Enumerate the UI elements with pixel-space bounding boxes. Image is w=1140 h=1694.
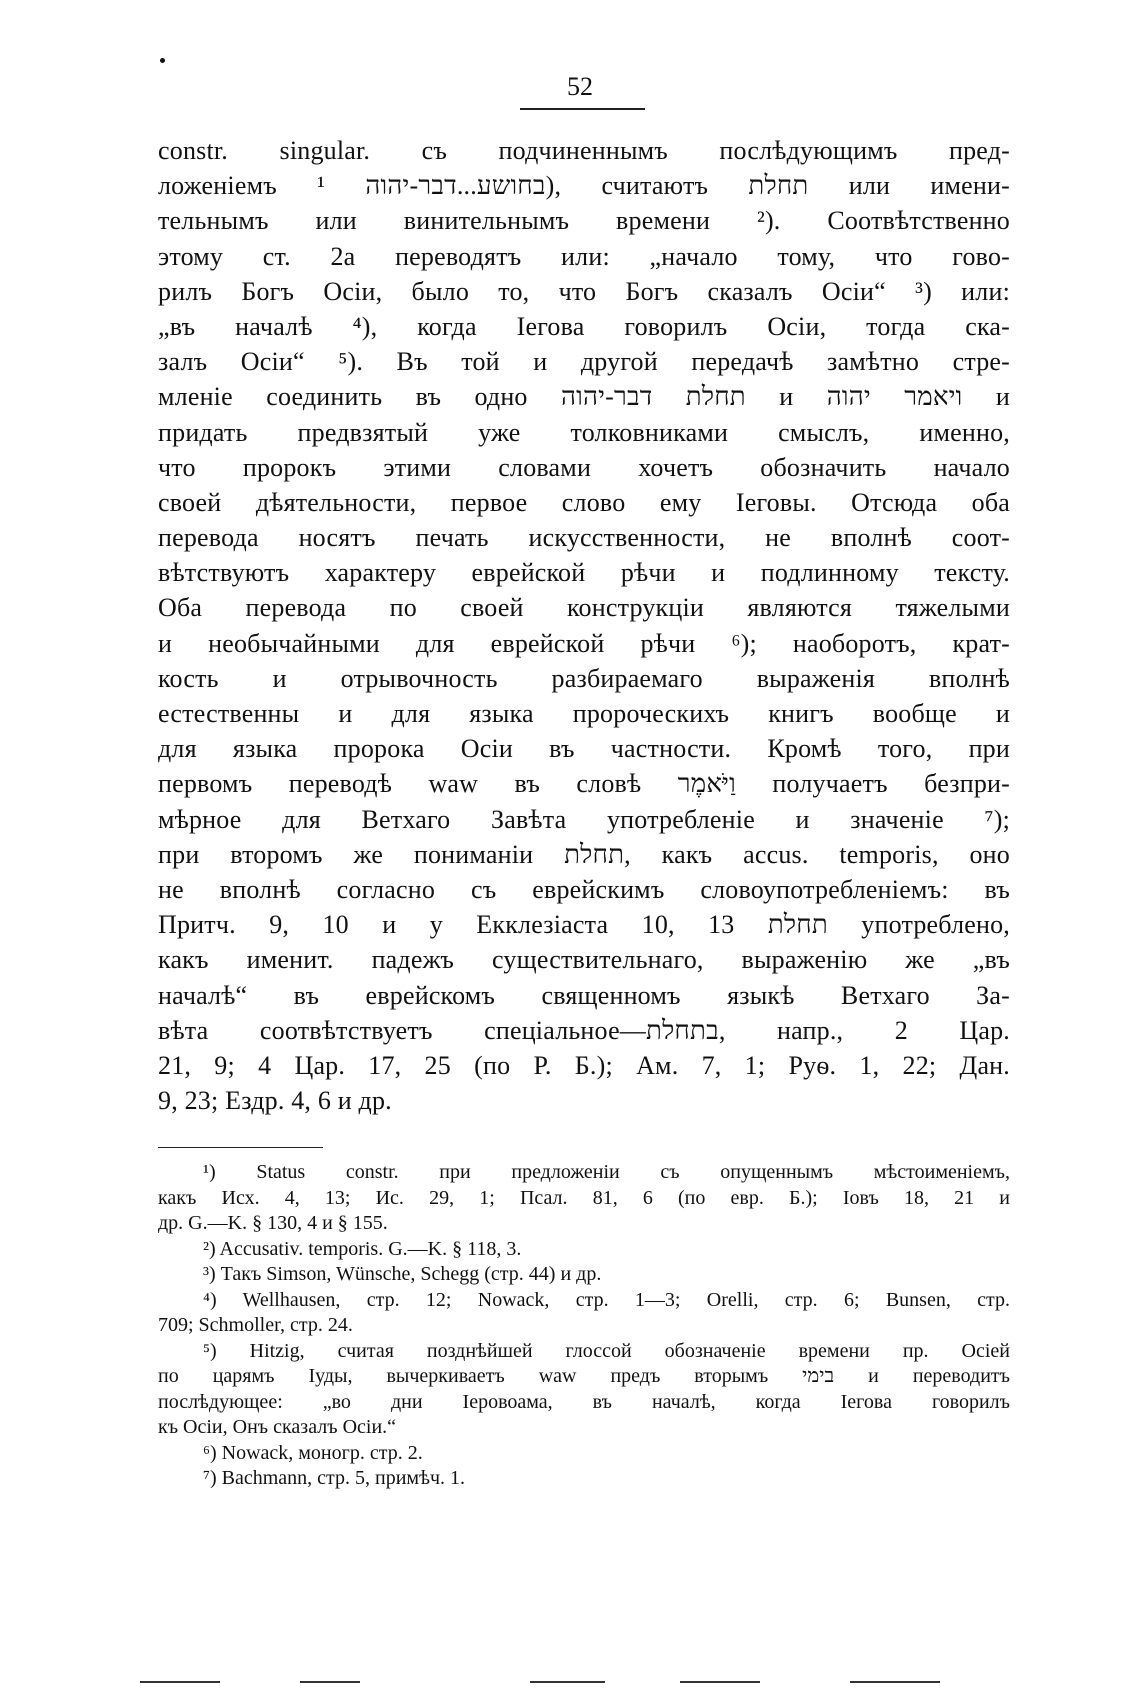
text-line: тельнымъ или винительнымъ времени ²). Соотвѣтственно: [158, 206, 1010, 236]
footnote-line: какъ Исх. 4, 13; Ис. 29, 1; Псал. 81, 6 (по евр. Б.); Іовъ 18, 21 и: [158, 1186, 1010, 1209]
text-line: ложеніемъ בחושע...דבר-יהוה ¹), считаютъ תחלת или имени-: [158, 171, 1010, 201]
text-line: не вполнѣ согласно съ еврейскимъ словоупотребленіемъ: въ: [158, 874, 1010, 904]
footnotes: [158, 1160, 1010, 1492]
text-line: рилъ Богъ Осіи, было то, что Богъ сказалъ Осіи“ ³) или:: [158, 276, 1010, 306]
text-line: этому ст. 2а переводятъ или: „начало тому, что гово-: [158, 241, 1010, 271]
text-line: началѣ“ въ еврейскомъ священномъ языкѣ Ветхаго За-: [158, 980, 1010, 1010]
footnote-line: ⁵) Hitzig, считая позднѣйшей глоссой обозначеніе времени пр. Осіей: [203, 1339, 1010, 1362]
footnote-line: ⁴) Wellhausen, стр. 12; Nowack, стр. 1—3; Orelli, стр. 6; Bunsen, стр.: [203, 1288, 1010, 1311]
footnote-line: ²) Accusativ. temporis. G.—K. § 118, 3.: [203, 1237, 522, 1260]
footnote-line: къ Осіи, Онъ сказалъ Осіи.“: [158, 1416, 397, 1438]
text-line: перевода носятъ печать искусственности, не вполнѣ соот-: [158, 523, 1010, 553]
footnote-separator: [158, 1147, 323, 1148]
bottom-scan-edge: [530, 1681, 605, 1683]
footnote-line: 709; Schmoller, стр. 24.: [158, 1314, 353, 1336]
bottom-scan-edge: [850, 1681, 940, 1683]
footnote-line: ³) Такъ Simson, Wünsche, Schegg (стр. 44) и др.: [203, 1263, 602, 1285]
text-line: залъ Осіи“ ⁵). Въ той и другой передачѣ замѣтно стре-: [158, 347, 1010, 377]
footnote-line: ⁷) Bachmann, стр. 5, примѣч. 1.: [203, 1467, 466, 1489]
main-text: [158, 133, 1010, 1118]
text-line: 21, 9; 4 Цар. 17, 25 (по Р. Б.); Ам. 7, 1; Руѳ. 1, 22; Дан.: [158, 1050, 1010, 1080]
text-line: „въ началѣ ⁴), когда Іегова говорилъ Осіи, тогда ска-: [158, 311, 1010, 341]
text-line: что пророкъ этими словами хочетъ обозначить начало: [158, 452, 1010, 482]
bottom-scan-edge: [680, 1681, 760, 1683]
page-number-rule: [520, 108, 645, 110]
text-line: кость и отрывочность разбираемаго выраженія вполнѣ: [158, 663, 1010, 693]
text-line: вѣта соотвѣтствуетъ спеціальное—בתחלת, напр., 2 Цар.: [158, 1015, 1010, 1045]
footnote-line: по царямъ Іуды, вычеркиваетъ waw предъ вторымъ בימי и переводитъ: [158, 1365, 1010, 1387]
text-line: 9, 23; Ездр. 4, 6 и др.: [158, 1086, 392, 1116]
text-line: своей дѣятельности, первое слово ему Іеговы. Отсюда оба: [158, 487, 1010, 517]
text-line: первомъ переводѣ waw въ словѣ וַיֹּאמֶר получаетъ безпри-: [158, 769, 1011, 799]
text-line: естественны и для языка пророческихъ книгъ вообще и: [158, 699, 1010, 728]
text-line: Притч. 9, 10 и у Екклезіаста 10, 13 תחלת употреблено,: [158, 910, 1011, 940]
page-number: 52: [567, 72, 593, 101]
text-line: для языка пророка Осіи въ частности. Кромѣ того, при: [158, 734, 1010, 764]
text-line: мѣрное для Ветхаго Завѣта употребленіе и значеніе ⁷);: [158, 804, 1010, 834]
bottom-scan-edge: [140, 1681, 220, 1683]
footnote-line: др. G.—K. § 130, 4 и § 155.: [158, 1212, 388, 1234]
text-line: Оба перевода по своей конструкціи являются тяжелыми: [158, 593, 1010, 623]
text-line: constr. singular. съ подчиненнымъ послѣдующимъ пред-: [158, 136, 1010, 165]
text-line: мленіе соединить въ одно תחלת דבר-יהוה и ויאמר יהוה и: [158, 382, 1010, 412]
footnote-line: послѣдующее: „во дни Іеровоама, въ началѣ, когда Іегова говорилъ: [158, 1390, 1010, 1413]
footnote-line: ⁶) Nowack, моногр. стр. 2.: [203, 1441, 423, 1464]
text-line: вѣтствуютъ характеру еврейской рѣчи и подлинному тексту.: [158, 558, 1010, 588]
text-line: при второмъ же пониманіи תחלת, какъ accus. temporis, оно: [158, 839, 1010, 869]
stray-mark: [160, 58, 165, 63]
text-line: какъ именит. падежъ существительнаго, выраженію же „въ: [158, 945, 1010, 975]
text-line: и необычайными для еврейской рѣчи ⁶); наоборотъ, крат-: [158, 628, 1010, 658]
bottom-scan-edge: [300, 1681, 360, 1683]
footnote-line: ¹) Status constr. при предложеніи съ опущеннымъ мѣстоименіемъ,: [203, 1161, 1010, 1183]
text-line: придать предвзятый уже толковниками смыслъ, именно,: [158, 417, 1010, 447]
